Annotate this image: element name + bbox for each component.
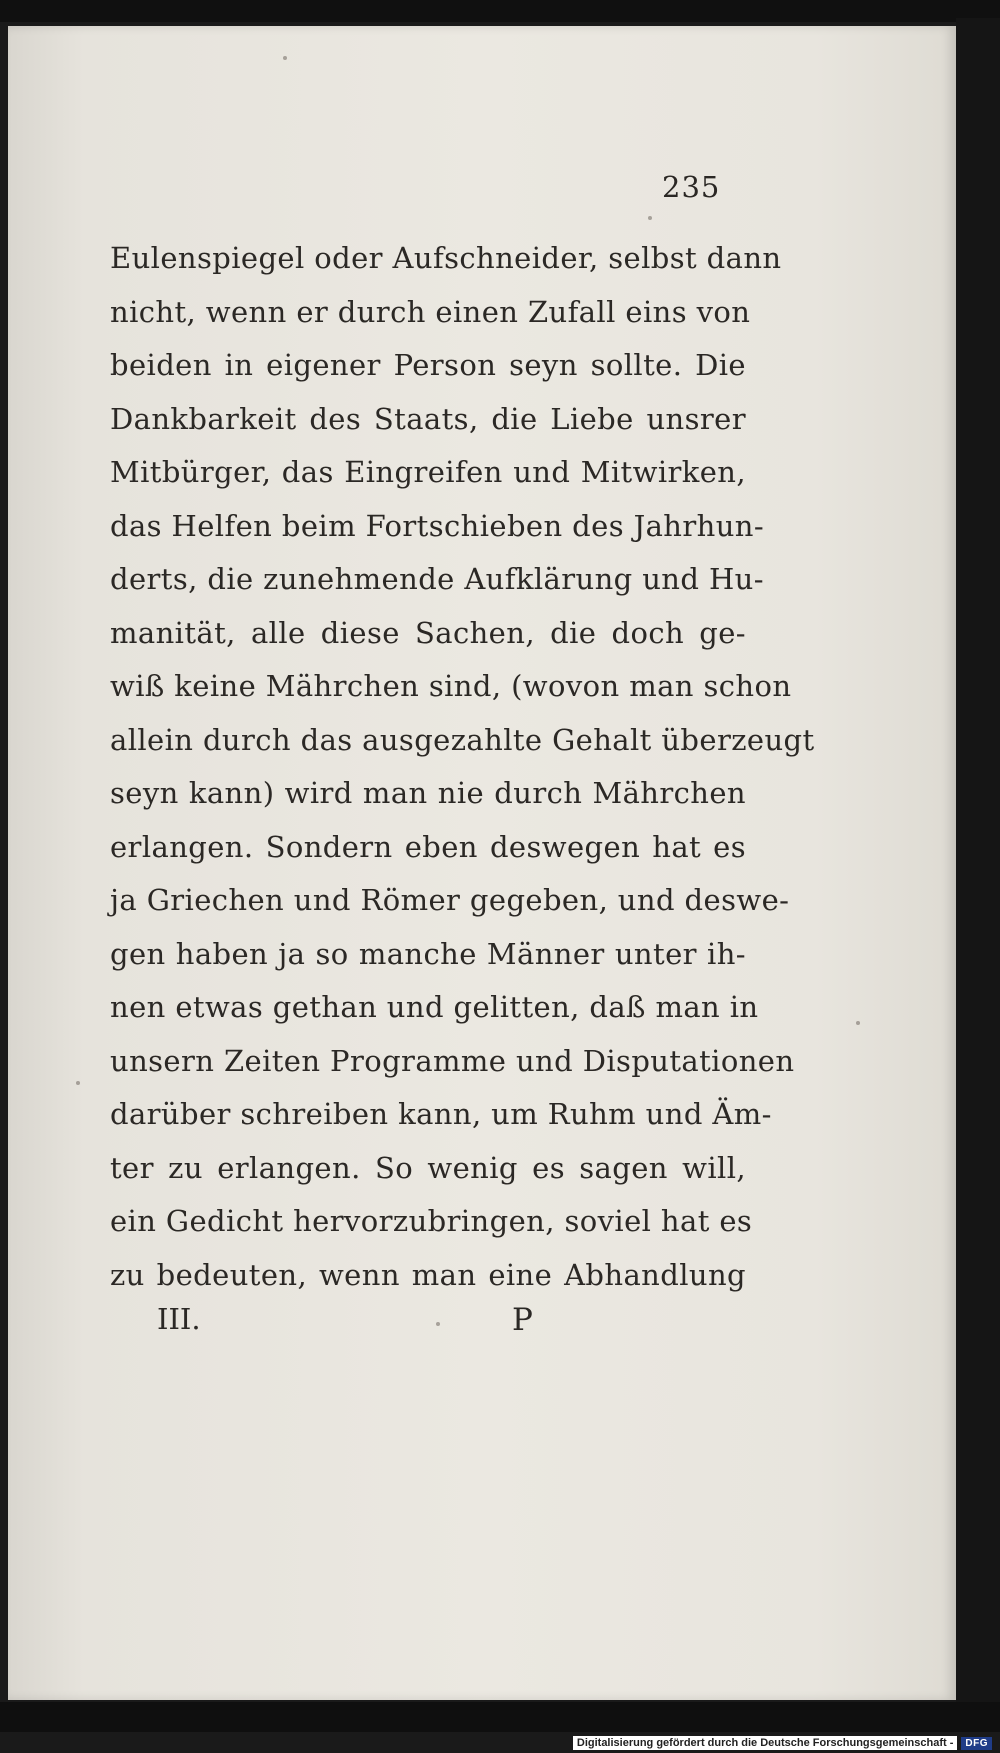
signature-mark: III. <box>157 1302 201 1336</box>
text-line: beiden in eigener Person seyn sollte. Die <box>110 348 746 382</box>
text-line: seyn kann) wird man nie durch Mährchen <box>110 776 746 810</box>
text-line: wiß keine Mährchen sind, (wovon man schon <box>110 669 792 703</box>
text-line: ter zu erlangen. So wenig es sagen will, <box>110 1150 746 1185</box>
text-line: derts, die zunehmende Aufklärung und Hu- <box>110 562 764 596</box>
text-line: Eulenspiegel oder Aufschneider, selbst dann <box>110 241 782 275</box>
paper-speck <box>76 1081 80 1085</box>
text-line: manität, alle diese Sachen, die doch ge- <box>110 615 746 650</box>
text-line: allein durch das ausgezahlte Gehalt überzeugt <box>110 722 815 757</box>
text-line: das Helfen beim Fortschieben des Jahrhun- <box>110 508 765 543</box>
scan-right-border <box>956 18 1000 1708</box>
scan-bottom-border <box>0 1702 1000 1732</box>
digitization-credit <box>573 1735 992 1751</box>
credit-text: Digitalisierung gefördert durch die Deutsche Forschungsgemeinschaft - <box>573 1736 958 1750</box>
paper-speck <box>648 216 652 220</box>
paper-speck <box>436 1322 440 1326</box>
dfg-logo-icon: DFG <box>961 1737 992 1750</box>
text-line: ja Griechen und Römer gegeben, und deswe- <box>110 883 790 917</box>
scan-top-border <box>0 0 1000 22</box>
text-line: nen etwas gethan und gelitten, daß man in <box>110 990 759 1024</box>
text-line: Dankbarkeit des Staats, die Liebe unsrer <box>110 401 746 436</box>
text-line: gen haben ja so manche Männer unter ih- <box>110 936 746 971</box>
paper-speck <box>856 1021 860 1025</box>
text-line: Mitbürger, das Eingreifen und Mitwirken, <box>110 455 746 489</box>
text-line: erlangen. Sondern eben deswegen hat es <box>110 829 746 864</box>
paper-speck <box>283 56 287 60</box>
text-line: darüber schreiben kann, um Ruhm und Äm- <box>110 1097 772 1131</box>
text-line: nicht, wenn er durch einen Zufall eins von <box>110 294 751 329</box>
catchword: P <box>512 1302 533 1338</box>
text-line: ein Gedicht hervorzubringen, soviel hat es <box>110 1204 753 1238</box>
text-line: unsern Zeiten Programme und Disputationen <box>110 1043 795 1078</box>
body-text <box>110 232 815 1302</box>
page-number: 235 <box>662 170 721 204</box>
text-line: zu bedeuten, wenn man eine Abhandlung <box>110 1257 746 1292</box>
